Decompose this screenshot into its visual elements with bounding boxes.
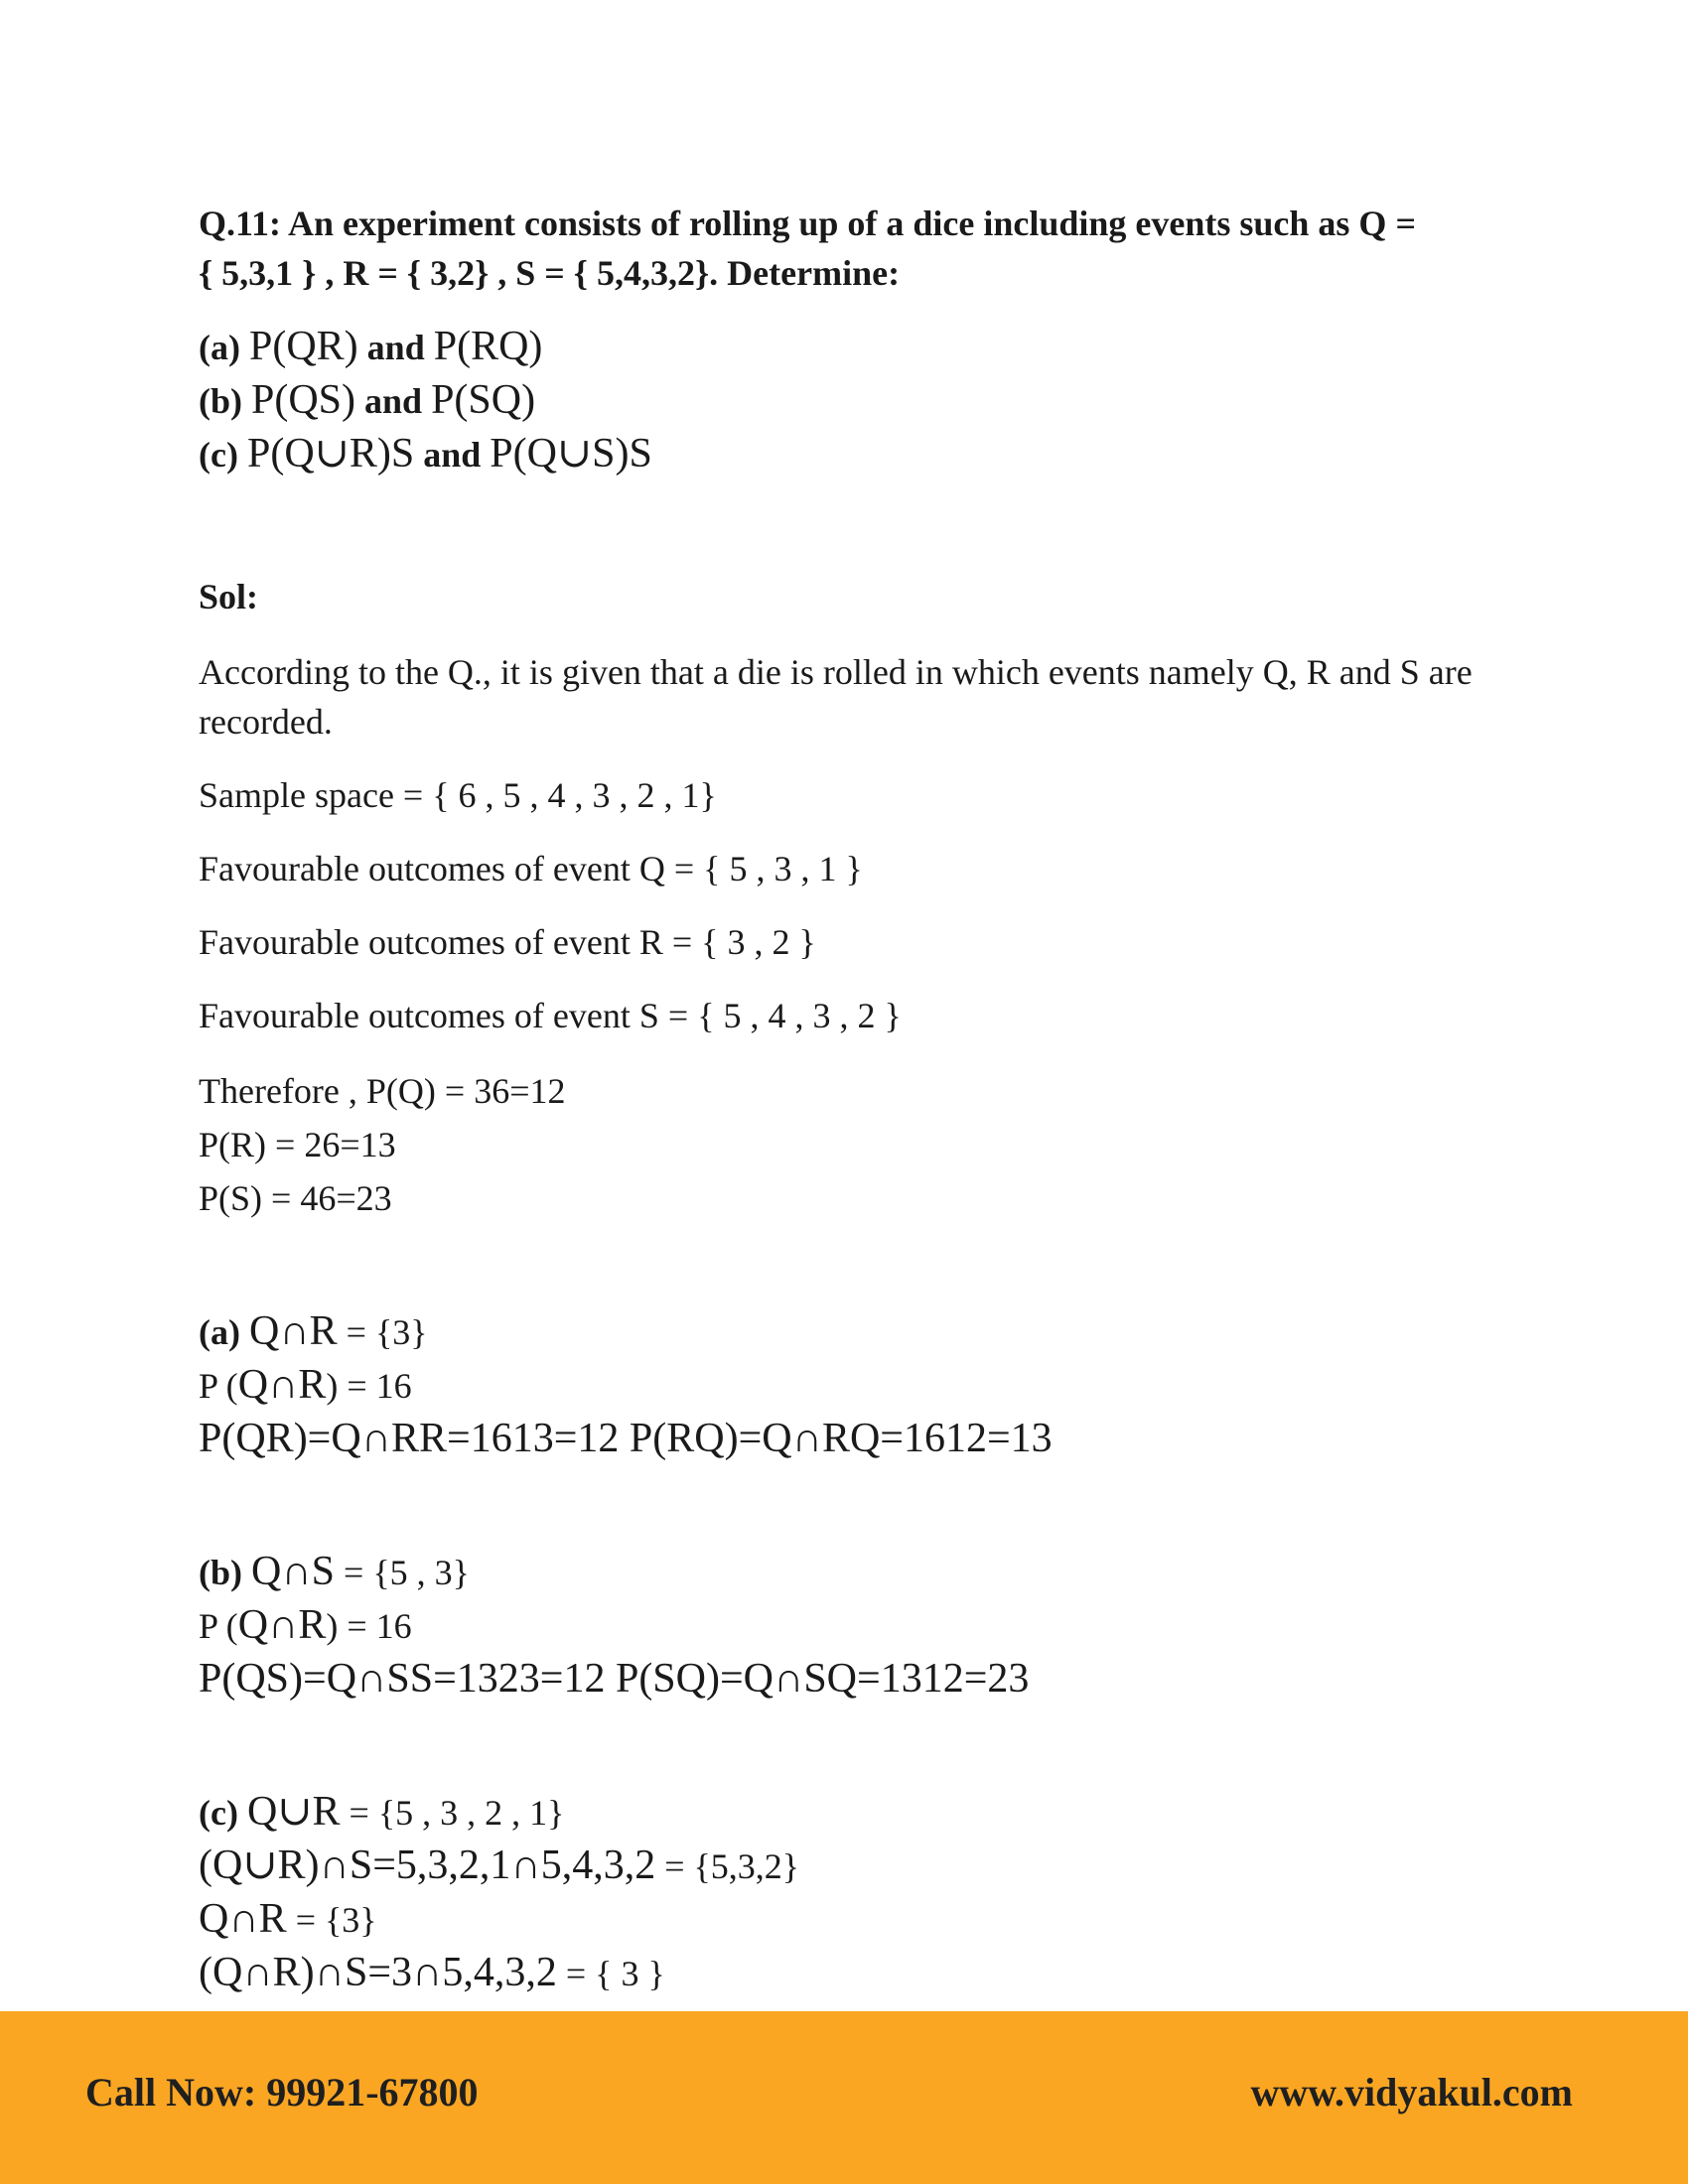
solution-heading: Sol: [199,577,259,616]
part-b-prob-value: ) = 16 [326,1606,412,1646]
part-c-solution [199,1785,1489,1999]
option-b [199,373,1489,427]
part-c-final-expr: (Q∩R)∩S=3∩5,4,3,2 [199,1950,557,1995]
part-c-union-intersection-expr: (Q∪R)∩S=5,3,2,1∩5,4,3,2 [199,1843,656,1888]
part-a-value: = {3} [337,1312,428,1352]
part-b-line-3: P(QS)=Q∩SS=1323=12 P(SQ)=Q∩SQ=1312=23 [199,1656,1030,1702]
part-a-line-2 [199,1358,1489,1412]
question-title-line-1: Q.11: An experiment consists of rolling up of a dice including events such as Q = [199,204,1416,243]
option-c-label: (c) [199,435,238,475]
footer-website-link[interactable]: www.vidyakul.com [1250,2070,1573,2115]
part-a-prob-value: ) = 16 [326,1366,412,1406]
option-a-expr-1: P(QR) [248,324,358,369]
favourable-r: Favourable outcomes of event R = { 3 , 2 } [199,922,816,962]
option-b-and: and [364,381,423,421]
solution-intro: According to the Q., it is given that a die is rolled in which events namely Q, R and S are recorded. [199,652,1473,742]
part-c-intersection-value: = {3} [286,1900,377,1940]
option-c [199,427,1489,480]
question-options [199,320,1489,480]
part-a-expr: Q∩R [248,1308,338,1354]
option-a-and: and [366,328,425,367]
part-b-value: = {5 , 3} [335,1553,470,1592]
probability-r: P(R) = 26=13 [199,1125,396,1164]
option-a [199,320,1489,373]
part-a-label: (a) [199,1312,240,1352]
part-a-solution [199,1304,1489,1465]
option-b-label: (b) [199,381,242,421]
option-b-expr-2: P(SQ) [431,377,536,423]
part-a-line-1 [199,1304,1489,1358]
part-c-union-intersection-value: = {5,3,2} [655,1846,800,1886]
part-b-expr: Q∩S [251,1549,336,1594]
option-c-expr-2: P(Q∪S)S [490,431,652,477]
option-b-expr-1: P(QS) [251,377,356,423]
option-c-expr-1: P(Q∪R)S [246,431,415,477]
footer-call-now[interactable]: Call Now: 99921-67800 [85,2070,479,2115]
part-c-label: (c) [199,1793,238,1833]
part-a-prob-prefix: P ( [199,1366,238,1406]
footer-bar [0,2011,1688,2184]
part-b-line-1 [199,1545,1489,1598]
question-title-line-2: { 5,3,1 } , R = { 3,2} , S = { 5,4,3,2}. Determine: [199,253,901,293]
part-b-prob-prefix: P ( [199,1606,238,1646]
part-c-expr: Q∪R [246,1789,341,1835]
document-body [199,199,1489,1999]
sample-space: Sample space = { 6 , 5 , 4 , 3 , 2 , 1} [199,775,717,815]
part-c-intersection-expr: Q∩R [199,1896,287,1942]
part-c-final-value: = { 3 } [556,1954,665,1993]
part-c-line-3 [199,1892,1489,1946]
option-a-expr-2: P(RQ) [433,324,543,369]
question-title [199,199,1489,298]
part-a-line-3: P(QR)=Q∩RR=1613=12 P(RQ)=Q∩RQ=1612=13 [199,1416,1053,1461]
part-b-line-2 [199,1598,1489,1652]
part-b-solution [199,1545,1489,1706]
option-c-and: and [423,435,482,475]
probability-s: P(S) = 46=23 [199,1178,392,1218]
favourable-s: Favourable outcomes of event S = { 5 , 4 , 3 , 2 } [199,996,902,1035]
probabilities [199,1064,1489,1225]
part-b-prob-expr: Q∩R [237,1602,327,1648]
favourable-q: Favourable outcomes of event Q = { 5 , 3 , 1 } [199,849,863,888]
option-a-label: (a) [199,328,240,367]
part-b-label: (b) [199,1553,242,1592]
part-c-line-1 [199,1785,1489,1839]
part-a-prob-expr: Q∩R [237,1362,327,1408]
part-c-value: = {5 , 3 , 2 , 1} [340,1793,565,1833]
part-c-line-2 [199,1839,1489,1892]
part-c-line-4 [199,1946,1489,1999]
probability-q: Therefore , P(Q) = 36=12 [199,1071,566,1111]
